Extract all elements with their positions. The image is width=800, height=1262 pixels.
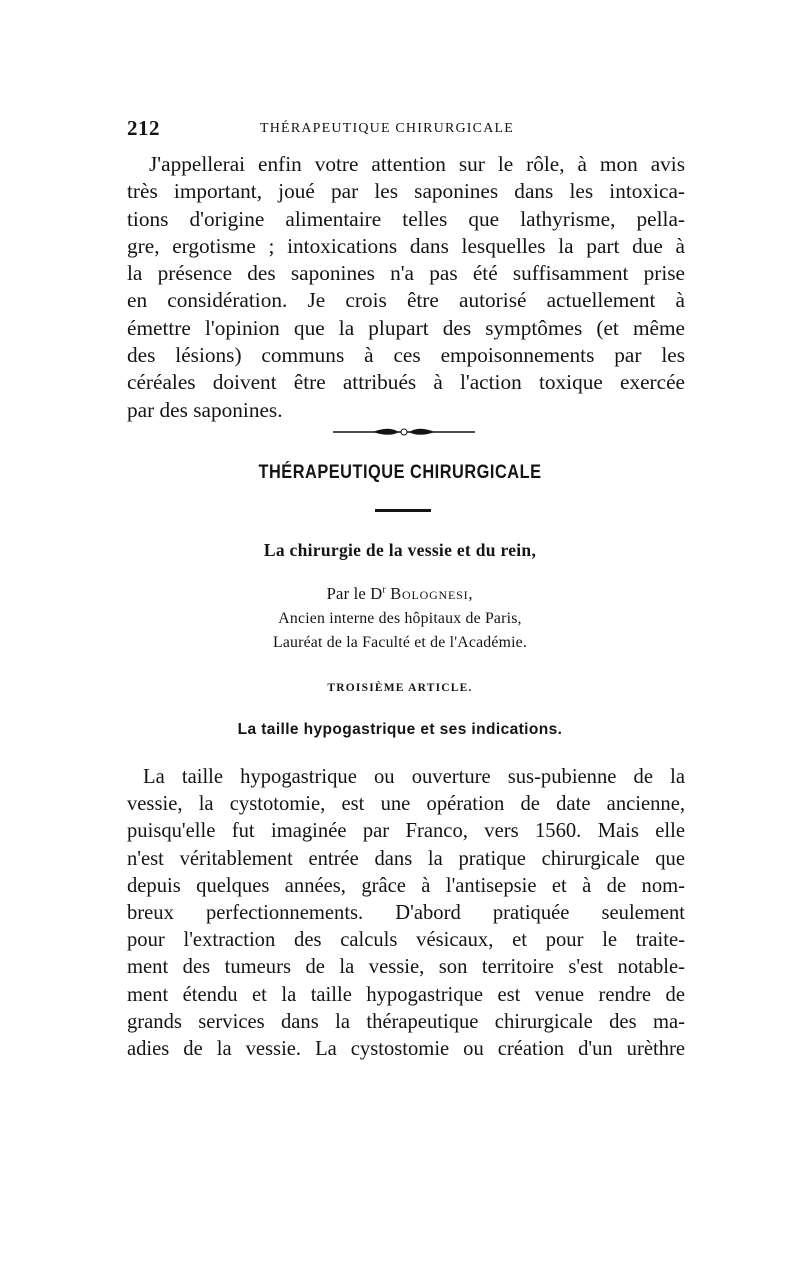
paragraph-line: adies de la vessie. La cystostomie ou création d'un urèthre [127, 1038, 685, 1061]
body-paragraph [127, 764, 685, 1063]
paragraph-line: breux perfectionnements. D'abord pratiquée seulement [127, 902, 685, 925]
author-credential: Lauréat de la Faculté et de l'Académie. [272, 634, 528, 651]
article-title: La chirurgie de la vessie et du rein, [263, 540, 537, 560]
paragraph-line: n'est véritablement entrée dans la pratique chirurgicale que [127, 847, 685, 870]
ornament-rule-icon [333, 424, 475, 438]
author-line [0, 584, 800, 604]
paragraph-line: depuis quelques années, grâce à l'antisepsie et à de nom- [127, 874, 685, 897]
paragraph-line: la présence des saponines n'a pas été suffisamment prise [127, 261, 685, 286]
article-subtitle: La taille hypogastrique et ses indications. [237, 721, 563, 738]
paragraph-line: ment étendu et la taille hypogastrique est venue rendre de [127, 983, 685, 1006]
paragraph-line: en considération. Je crois être autorisé actuellement à [127, 288, 685, 313]
title-rule [375, 509, 431, 512]
intro-paragraph [127, 151, 685, 424]
paragraph-line: gre, ergotisme ; intoxications dans lesquelles la part due à [127, 233, 685, 258]
page-number: 212 [127, 116, 160, 140]
section-ornament [333, 424, 475, 438]
running-head [127, 116, 687, 146]
paragraph-line: par des saponines. [127, 397, 283, 422]
author-prefix: Par le D [326, 584, 383, 603]
paragraph-line: émettre l'opinion que la plupart des symptômes (et même [127, 315, 685, 340]
author-credential: Ancien interne des hôpitaux de Paris, [278, 610, 522, 627]
paragraph-line: très important, joué par les saponines dans les intoxica- [127, 179, 685, 204]
paragraph-line: La taille hypogastrique ou ouverture sus-pubienne de la [143, 766, 685, 788]
paragraph-line: puisqu'elle fut imaginée par Franco, vers 1560. Mais elle [127, 820, 685, 843]
paragraph-line: pour l'extraction des calculs vésicaux, et pour le traite- [127, 929, 685, 952]
article-part-label: TROISIÈME ARTICLE. [327, 682, 473, 694]
paragraph-line: grands services dans la thérapeutique chirurgicale des ma- [127, 1010, 685, 1033]
section-title: THÉRAPEUTIQUE CHIRURGICALE [258, 462, 542, 483]
running-title: THÉRAPEUTIQUE CHIRURGICALE [260, 121, 515, 136]
paragraph-line: ment des tumeurs de la vessie, son territoire s'est notable- [127, 956, 685, 979]
paragraph-line: J'appellerai enfin votre attention sur le rôle, à mon avis [149, 152, 685, 176]
paragraph-line: des lésions) communs à ces empoisonnements par les [127, 343, 685, 368]
paragraph-line: vessie, la cystotomie, est une opération de date ancienne, [127, 793, 685, 816]
paragraph-line: céréales doivent être attribués à l'action toxique exercée [127, 370, 685, 395]
author-name: Bolognesi, [390, 584, 474, 603]
author-prefix-sup: r [382, 584, 386, 596]
paragraph-line: tions d'origine alimentaire telles que lathyrisme, pella- [127, 206, 685, 231]
